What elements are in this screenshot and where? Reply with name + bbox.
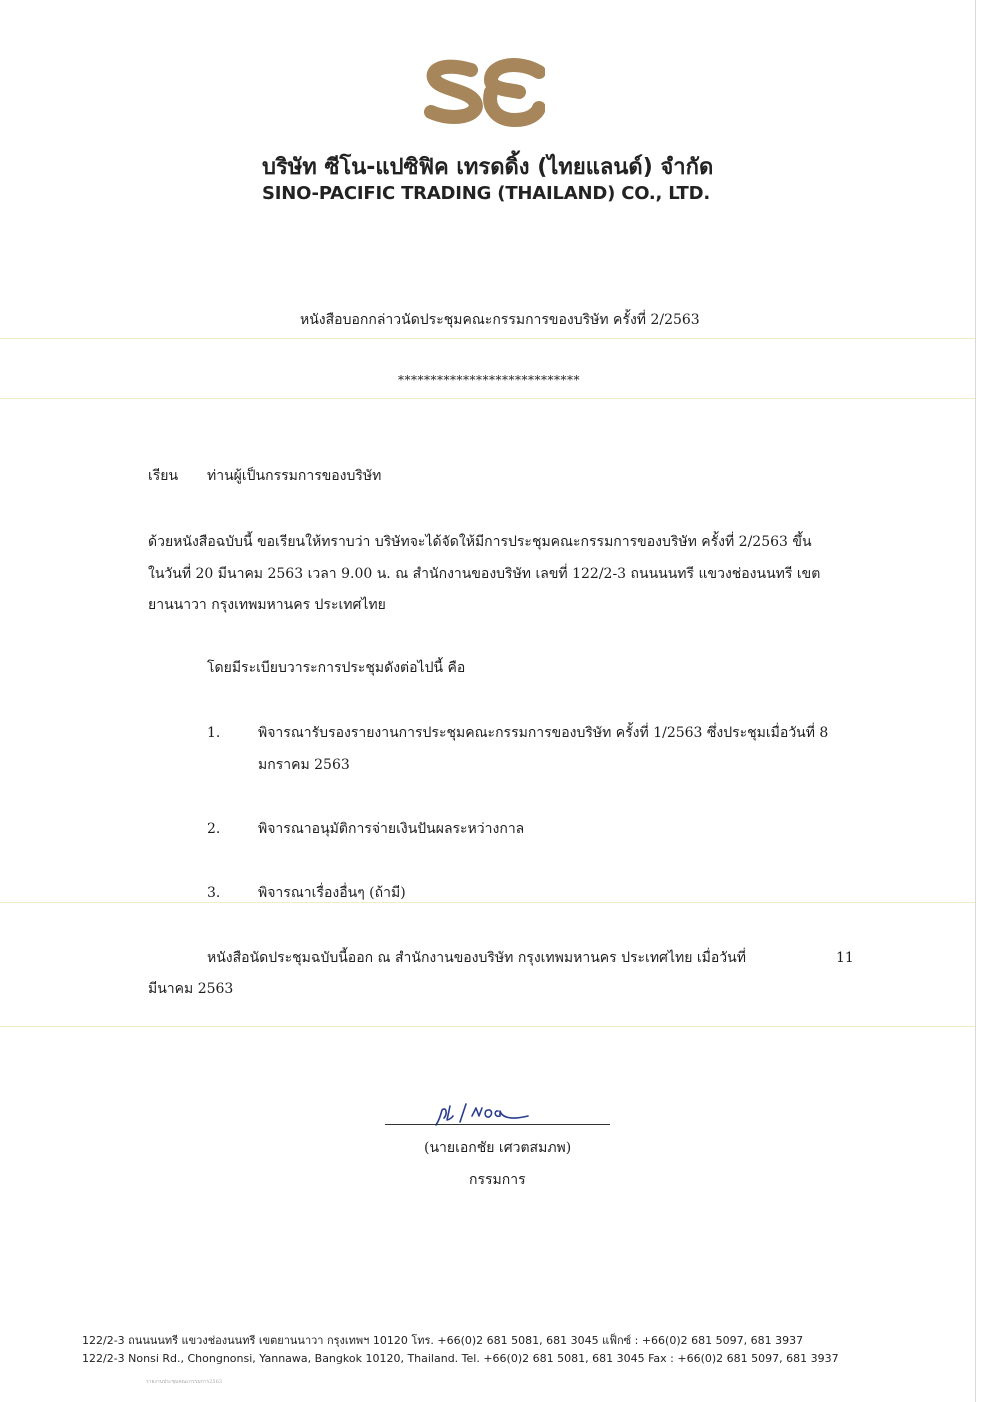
title-separator: ****************************	[398, 373, 580, 387]
closing-line: หนังสือนัดประชุมฉบับนี้ออก ณ สำนักงานของบริษัท กรุงเทพมหานคร ประเทศไทย เมื่อวันที่	[207, 950, 746, 966]
scan-line	[0, 902, 975, 903]
file-reference: รายงานประชุมคณะกรรมการ2563	[146, 1379, 222, 1385]
agenda-item-text: พิจารณาเรื่องอื่นๆ (ถ้ามี)	[258, 885, 406, 901]
salutation-recipient: ท่านผู้เป็นกรรมการของบริษัท	[207, 468, 382, 484]
salutation-label: เรียน	[148, 468, 179, 484]
company-name-english: SINO-PACIFIC TRADING (THAILAND) CO., LTD.	[262, 183, 710, 204]
agenda-number: 2.	[207, 821, 221, 837]
agenda-item-text: พิจารณารับรองรายงานการประชุมคณะกรรมการของบริษัท ครั้งที่ 1/2563 ซึ่งประชุมเมื่อวันที่ 8	[258, 725, 829, 741]
signatory-name: (นายเอกชัย เศวตสมภพ)	[424, 1140, 572, 1156]
scan-line	[0, 398, 975, 399]
scan-line	[0, 338, 975, 339]
scan-line	[0, 1026, 975, 1027]
body-line: ด้วยหนังสือฉบับนี้ ขอเรียนให้ทราบว่า บริษัทจะได้จัดให้มีการประชุมคณะกรรมการของบริษัท ครั้งที่ 2/2563 ขึ้น	[148, 534, 812, 550]
agenda-item-text: มกราคม 2563	[258, 757, 350, 773]
document-title: หนังสือบอกกล่าวนัดประชุมคณะกรรมการของบริษัท ครั้งที่ 2/2563	[300, 312, 700, 328]
body-line: ยานนาวา กรุงเทพมหานคร ประเทศไทย	[148, 597, 386, 613]
signature-line	[385, 1124, 610, 1125]
agenda-item-text: พิจารณาอนุมัติการจ่ายเงินปันผลระหว่างกาล	[258, 821, 525, 837]
agenda-number: 3.	[207, 885, 221, 901]
footer-address-thai: 122/2-3 ถนนนนทรี แขวงช่องนนทรี เขตยานนาวา กรุงเทพฯ 10120 โทร. +66(0)2 681 5081, 681 3045 แฟ็กซ์ : +66(0)2 681 5097, 681 3937	[82, 1334, 804, 1347]
agenda-number: 1.	[207, 725, 221, 741]
closing-line: มีนาคม 2563	[148, 981, 234, 997]
footer-address-english: 122/2-3 Nonsi Rd., Chongnonsi, Yannawa, Bangkok 10120, Thailand. Tel. +66(0)2 681 5081, 681 3045 Fax : +66(0)2 681 5097, 681 3937	[82, 1352, 839, 1365]
body-line: ในวันที่ 20 มีนาคม 2563 เวลา 9.00 น. ณ สำนักงานของบริษัท เลขที่ 122/2-3 ถนนนนทรี แขวงช่องนนทรี เขต	[148, 566, 821, 582]
company-logo	[423, 56, 545, 128]
page-edge	[975, 0, 976, 1402]
company-name-thai: บริษัท ซีโน-แปซิฟิค เทรดดิ้ง (ไทยแลนด์) จำกัด	[262, 155, 714, 180]
closing-day: 11	[836, 950, 854, 966]
agenda-intro: โดยมีระเบียบวาระการประชุมดังต่อไปนี้ คือ	[207, 660, 466, 676]
signatory-position: กรรมการ	[469, 1172, 526, 1188]
